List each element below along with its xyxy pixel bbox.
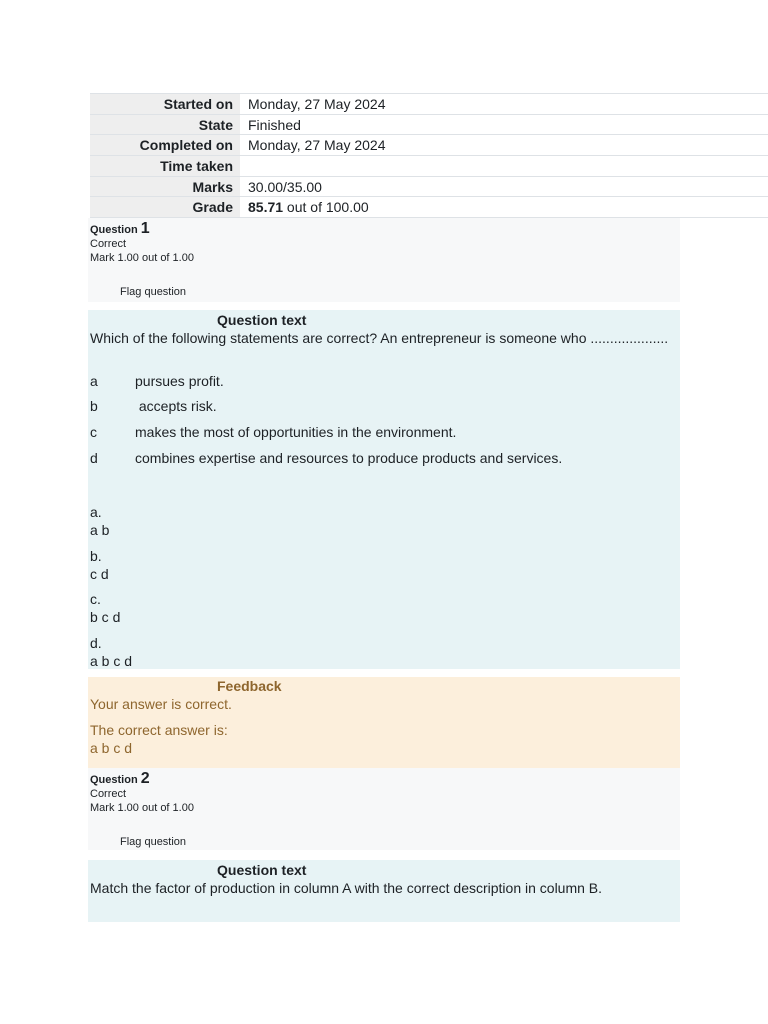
summary-label: Marks [90,176,240,197]
answer-option-c[interactable] [90,590,120,626]
question-label: Question [90,774,138,786]
answer-option-a[interactable] [90,503,109,539]
summary-row-state [90,114,768,135]
feedback-result: Your answer is correct. [90,696,232,712]
statement-key: b [90,398,98,414]
summary-row-completed [90,135,768,156]
answer-letter: d. [90,635,102,651]
answer-text: a b [90,522,110,538]
statement-key: d [90,450,98,466]
summary-row-marks [90,176,768,197]
statement-text: combines expertise and resources to produce products and services. [135,450,563,466]
answer-text: b c d [90,609,121,625]
summary-label: Grade [90,197,240,218]
summary-value: Monday, 27 May 2024 [240,94,768,115]
question-number-value: 1 [140,220,150,237]
question-mark: Mark 1.00 out of 1.00 [90,252,194,264]
statement-text: accepts risk. [135,398,217,414]
summary-row-started [90,94,768,115]
flag-question-link[interactable]: Flag question [120,836,187,848]
answer-option-b[interactable] [90,547,109,583]
summary-label: Completed on [90,135,240,156]
question-state: Correct [90,788,127,800]
question-number [90,220,150,238]
statement-a [90,373,224,389]
question-text-heading: Question text [217,862,307,878]
grade-out-of: out of 100.00 [283,199,369,216]
answer-letter: b. [90,548,102,564]
question-text: Which of the following statements are correct? An entrepreneur is someone who .................... [90,330,669,346]
question-number [90,770,150,788]
statement-text: makes the most of opportunities in the environment. [135,424,457,440]
summary-value [240,197,768,218]
question-label: Question [90,224,138,236]
answer-text: a b c d [90,653,133,669]
summary-value: Monday, 27 May 2024 [240,135,768,156]
answer-text: c d [90,566,109,582]
question-mark: Mark 1.00 out of 1.00 [90,802,194,814]
summary-value: 30.00/35.00 [240,176,768,197]
grade-score: 85.71 [248,199,284,216]
question-2-info [88,768,680,850]
question-1-info [88,218,680,302]
summary-label: Started on [90,94,240,115]
summary-label: Time taken [90,156,240,177]
statement-c [90,424,456,440]
feedback-correct-label: The correct answer is: [90,722,228,738]
quiz-summary-table [90,93,768,218]
statement-text: pursues profit. [135,373,224,389]
question-number-value: 2 [140,770,150,787]
summary-row-grade [90,197,768,218]
statement-b [90,398,217,414]
answer-letter: c. [90,591,101,607]
answer-option-d[interactable] [90,634,132,670]
feedback-correct-answer: a b c d [90,740,133,756]
summary-value [240,156,768,177]
statement-d [90,450,562,466]
answer-letter: a. [90,504,102,520]
question-1-feedback [88,677,680,768]
summary-label: State [90,114,240,135]
flag-question-link[interactable]: Flag question [120,286,187,298]
statement-key: c [90,424,97,440]
statement-key: a [90,373,98,389]
question-text: Match the factor of production in column A with the correct description in column B. [90,880,603,896]
feedback-heading: Feedback [217,678,282,694]
summary-value: Finished [240,114,768,135]
question-2-formulation [88,860,680,922]
question-state: Correct [90,238,127,250]
summary-row-time-taken [90,156,768,177]
question-1-formulation [88,310,680,669]
question-text-heading: Question text [217,312,307,328]
